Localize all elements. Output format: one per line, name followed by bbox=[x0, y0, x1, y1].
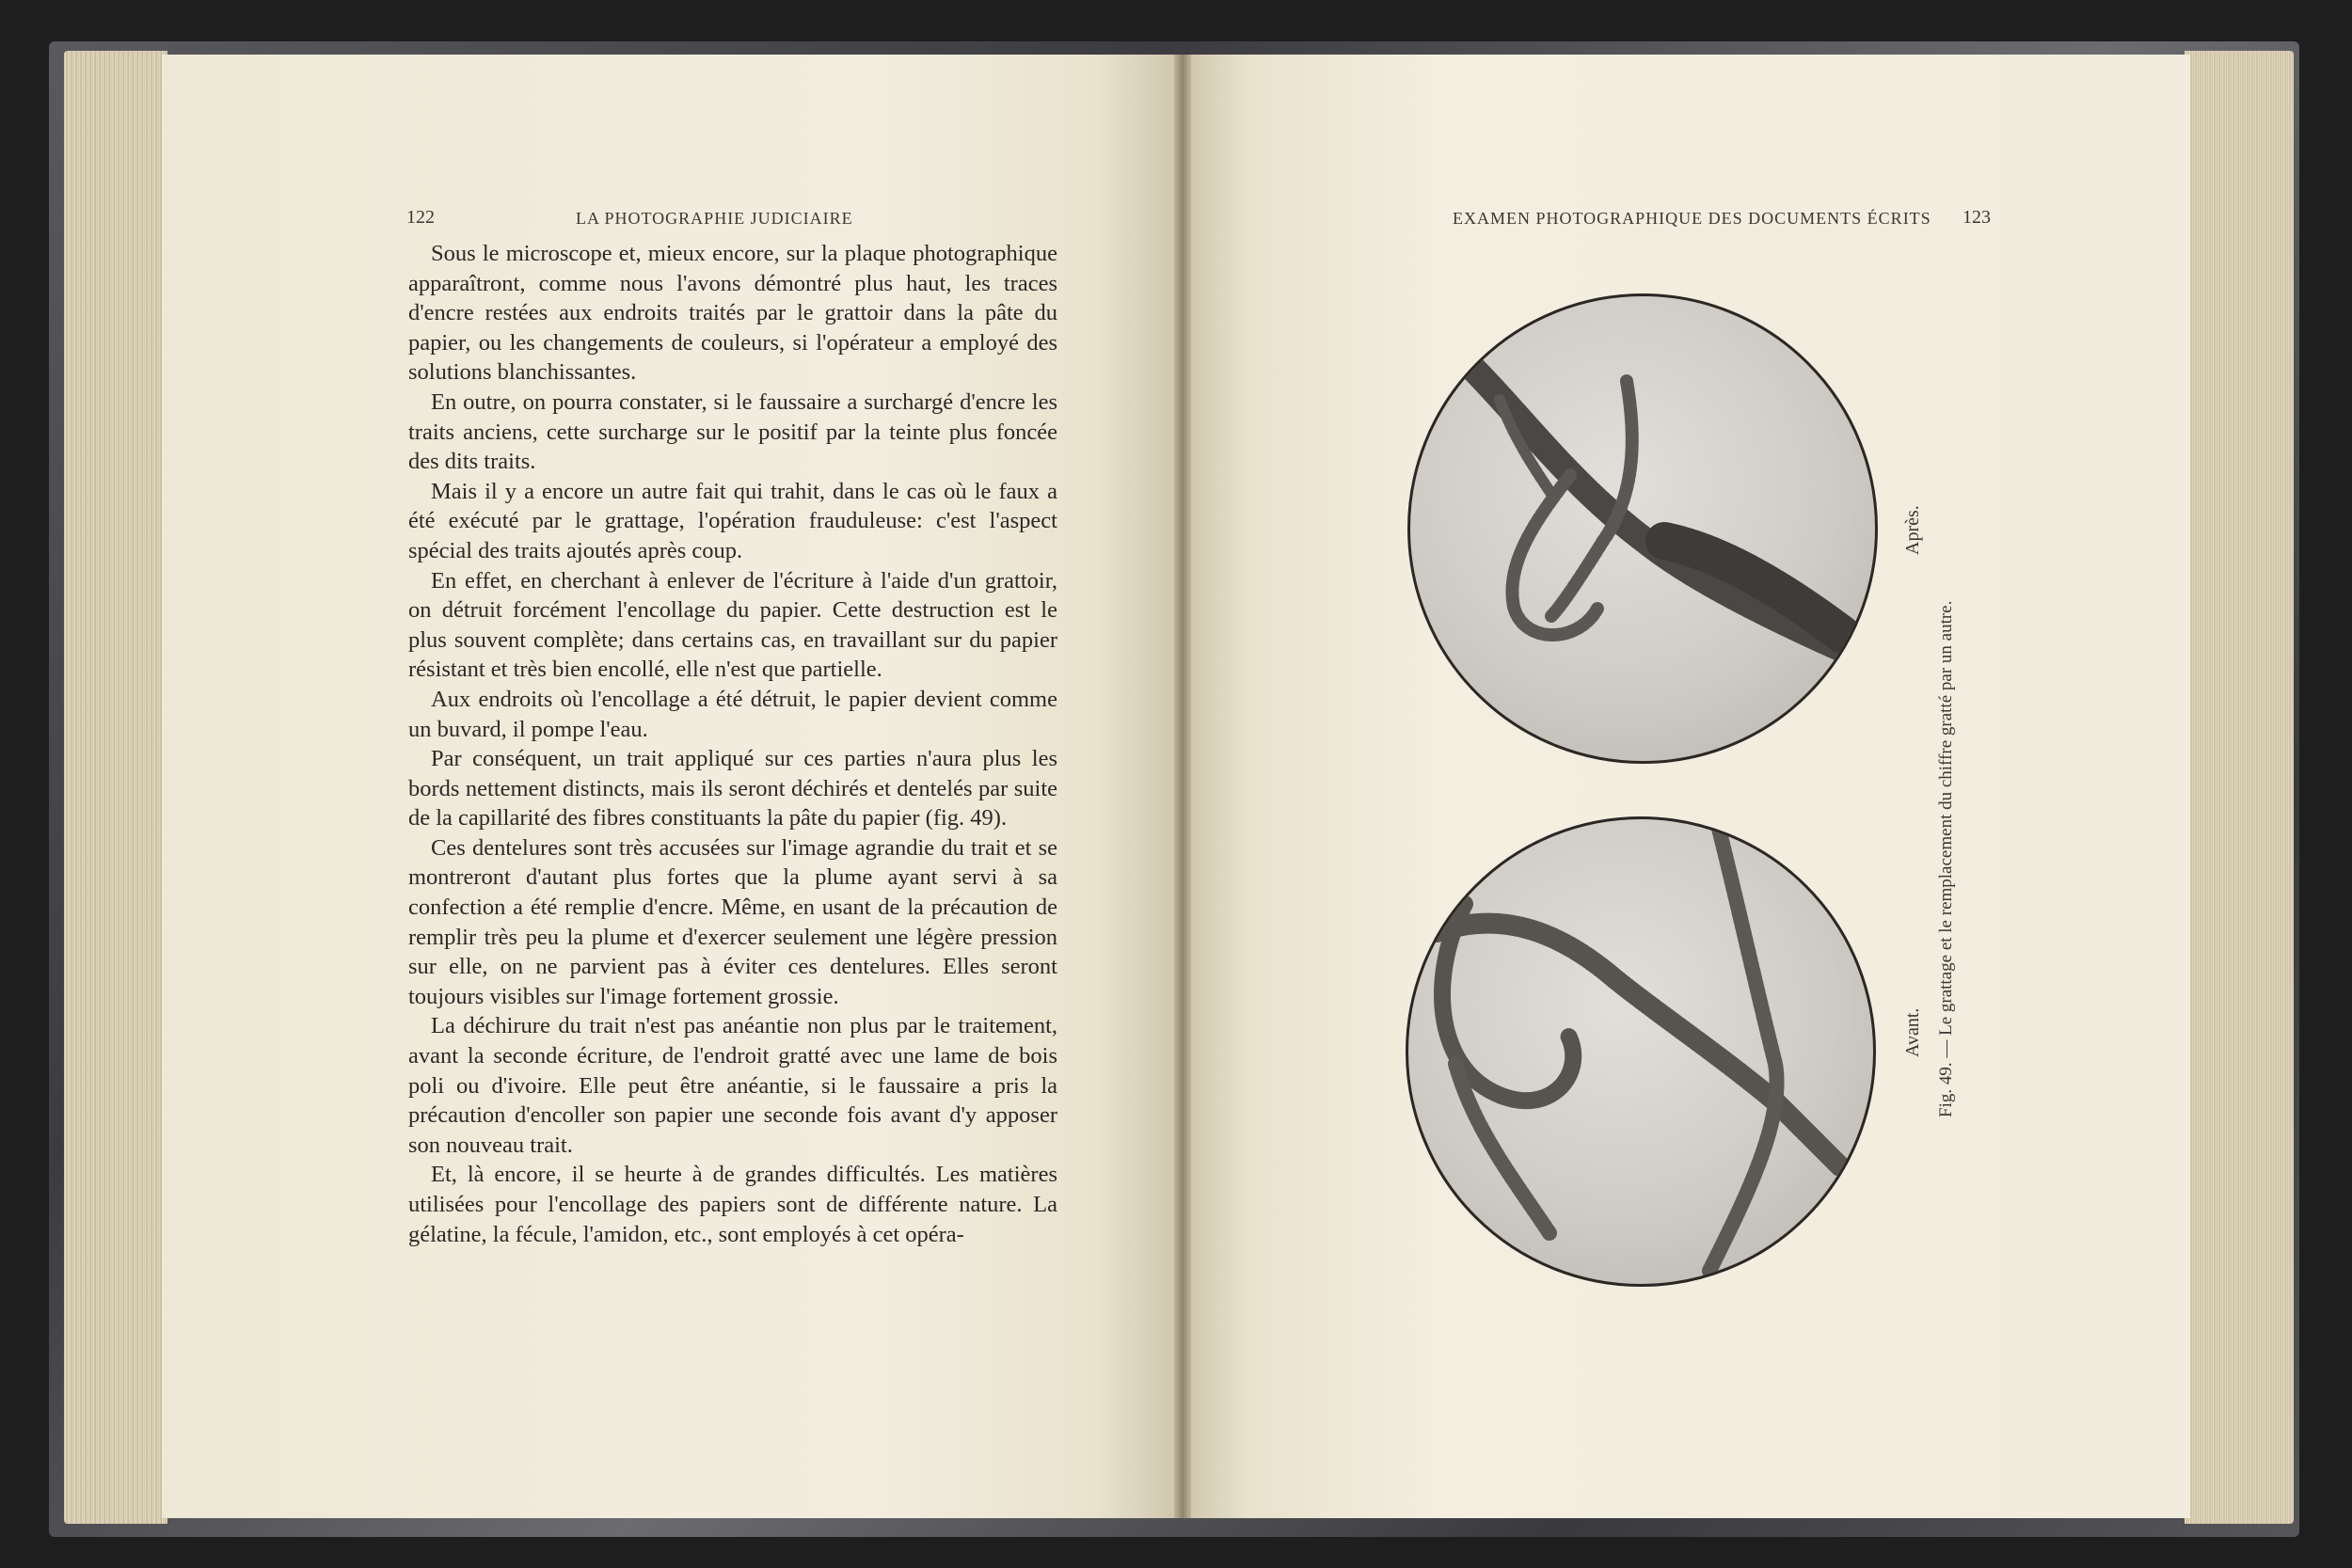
figure-label-before: Avant. bbox=[1902, 1007, 1923, 1057]
paragraph: En effet, en cherchant à enlever de l'écriture à l'aide d'un grattoir, on détruit forcément l'encollage du papier. Cette destruction est le plus souvent complète; dans certains cas, en travaillant sur du papier résistant et très bien encollé, elle n'est que partielle. bbox=[408, 567, 1057, 683]
paragraph: Par conséquent, un trait appliqué sur ces parties n'aura plus les bords nettement distincts, mais ils seront déchirés et dentelés par suite de la capillarité des fibres constituants la pâte du papier (fig. 49). bbox=[408, 746, 1057, 832]
paragraph: La déchirure du trait n'est pas anéantie non plus par le traitement, avant la seconde écriture, de l'endroit gratté avec une lame de bois poli ou d'ivoire. Elle peut être anéantie, si le faussaire a pris la précaution d'encoller son papier une seconde fois avant d'y apposer son nouveau trait. bbox=[408, 1013, 1057, 1158]
paragraph: Mais il y a encore un autre fait qui trahit, dans le cas où le faux a été exécuté par le grattage, l'opération frauduleuse: c'est l'aspect spécial des traits ajoutés après coup. bbox=[408, 478, 1057, 563]
micrograph-after-strokes bbox=[1410, 296, 1875, 761]
micrograph-after bbox=[1407, 293, 1878, 764]
micrograph-before bbox=[1406, 816, 1876, 1287]
paragraph: En outre, on pourra constater, si le faussaire a surchargé d'encre les traits anciens, cette surcharge sur le positif par la teinte plus foncée des dits traits. bbox=[408, 388, 1057, 475]
paragraph: Sous le microscope et, mieux encore, sur la plaque photographique apparaîtront, comme nous l'avons démontré plus haut, les traces d'encre restées aux endroits traités par le grattoir dans la pâte du papier, ou les changements de couleurs, si l'opérateur a employé des solutions blanchissantes. bbox=[408, 241, 1057, 386]
left-page-body bbox=[408, 239, 1057, 1249]
figure-label-after: Après. bbox=[1902, 505, 1923, 555]
left-page-number: 122 bbox=[406, 207, 435, 228]
right-running-head: EXAMEN PHOTOGRAPHIQUE DES DOCUMENTS ÉCRITS bbox=[1453, 209, 1931, 228]
page-edges-left bbox=[64, 51, 167, 1524]
micrograph-before-strokes bbox=[1408, 819, 1873, 1284]
right-page-number: 123 bbox=[1963, 207, 1991, 228]
book-gutter bbox=[1174, 55, 1191, 1518]
paragraph: Ces dentelures sont très accusées sur l'image agrandie du trait et se montreront d'autant plus fortes que la plume ayant servi à sa confection a été remplie d'encre. Même, en usant de la précaution de remplir très peu la plume et d'exercer seulement une légère pression sur elle, on ne parvient pas à éviter ces dentelures. Elles seront toujours visibles sur l'image fortement grossie. bbox=[408, 834, 1057, 1009]
paragraph: Et, là encore, il se heurte à de grandes difficultés. Les matières utilisées pour l'encollage des papiers sont de différente nature. La gélatine, la fécule, l'amidon, etc., sont employés à cet opéra- bbox=[408, 1162, 1057, 1247]
right-page bbox=[1187, 55, 2190, 1518]
left-running-head: LA PHOTOGRAPHIE JUDICIAIRE bbox=[576, 209, 853, 228]
paragraph: Aux endroits où l'encollage a été détruit, le papier devient comme un buvard, il pompe l'eau. bbox=[408, 686, 1057, 742]
page-edges-right bbox=[2185, 51, 2294, 1524]
figure-caption: Fig. 49. — Le grattage et le remplacement du chiffre gratté par un autre. bbox=[1936, 600, 1956, 1117]
